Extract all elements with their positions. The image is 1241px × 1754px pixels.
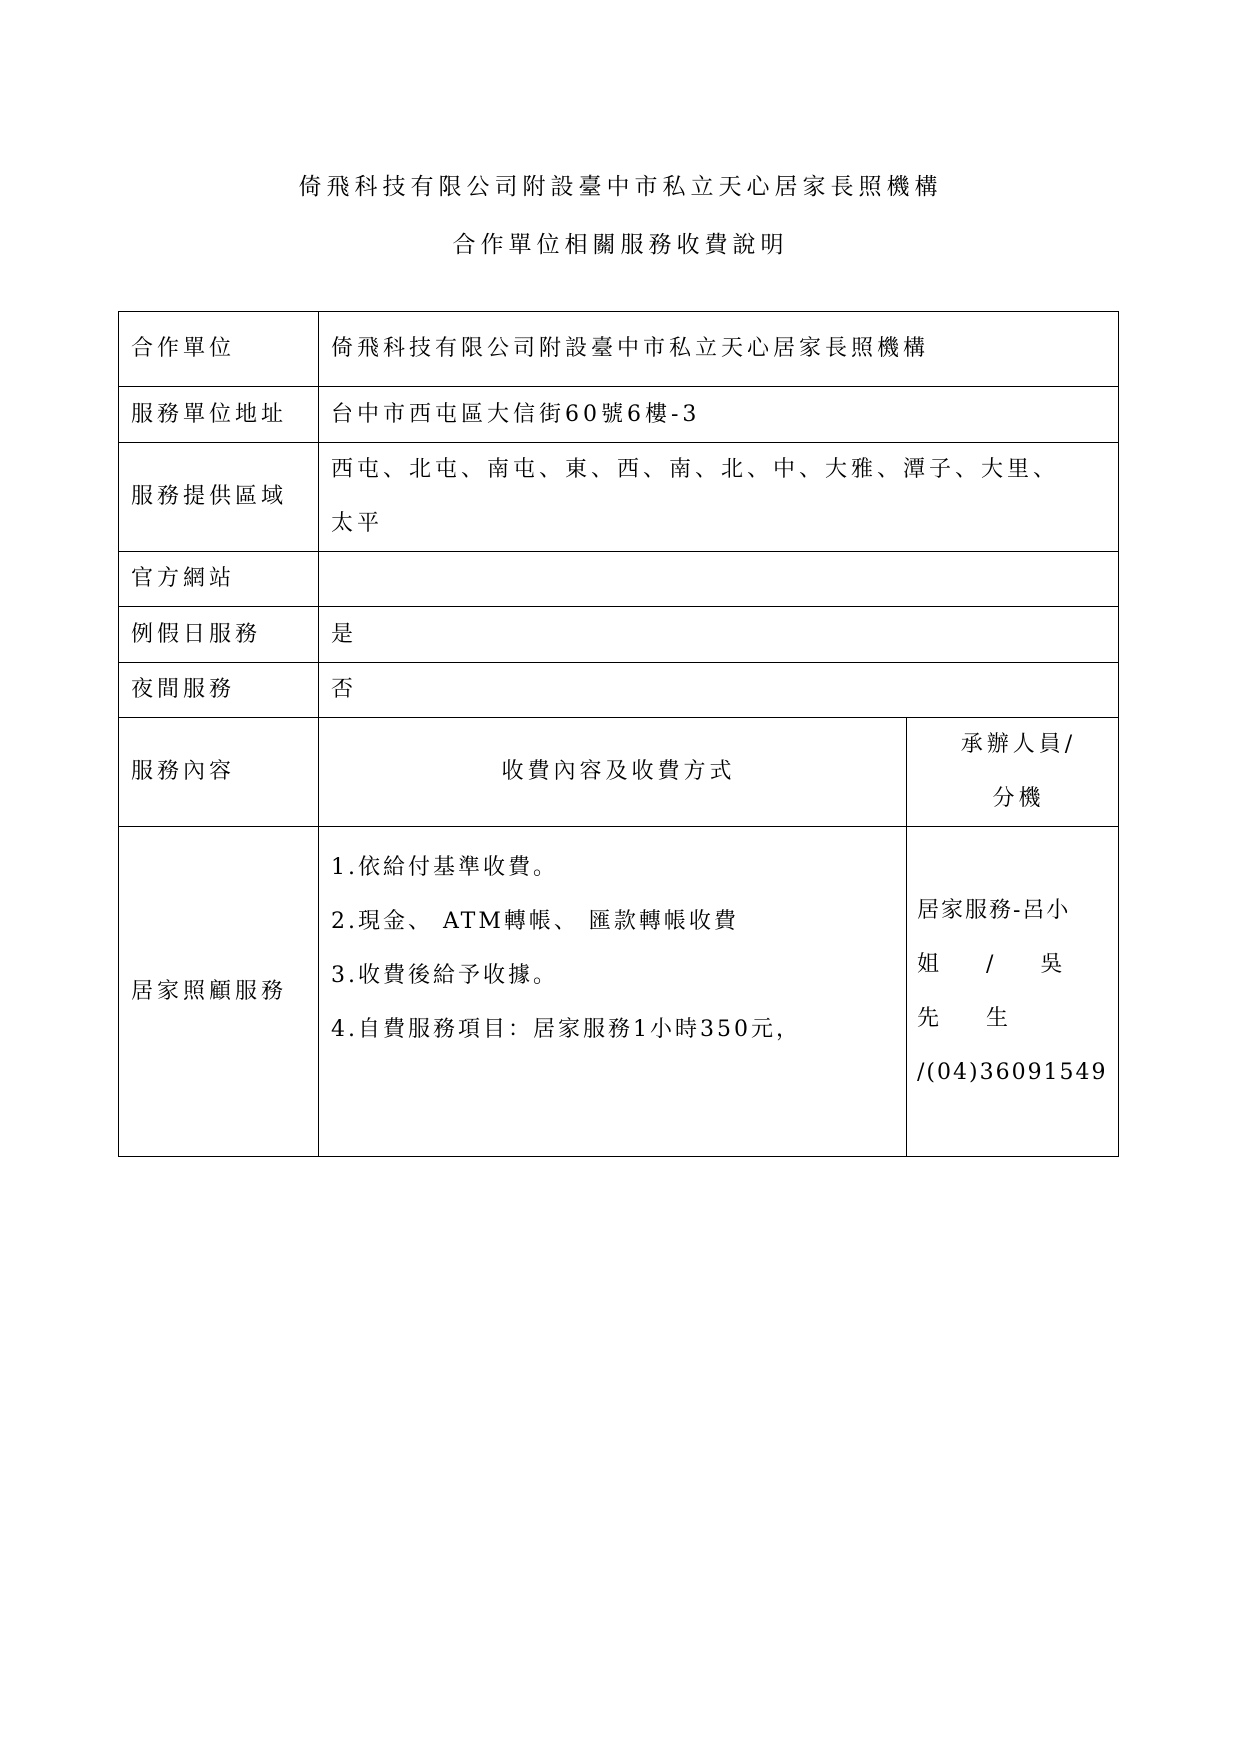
staff-header-line: 分機	[992, 786, 1045, 811]
fee-item: 4.自費服務項目：居家服務1小時350元，	[331, 1017, 801, 1042]
table-row	[119, 443, 1119, 552]
table-row	[119, 312, 1119, 387]
fee-item: 2.現金、 ATM轉帳、 匯款轉帳收費	[331, 909, 739, 934]
address-label: 服務單位地址	[119, 387, 319, 443]
contact-line: 姐 / 吳 先 生	[917, 951, 1083, 1031]
staff-header	[907, 718, 1119, 827]
contact-person	[907, 827, 1119, 1157]
website-label: 官方網站	[119, 552, 319, 607]
fee-item: 1.依給付基準收費。	[331, 855, 558, 880]
night-value: 否	[319, 663, 1119, 718]
holiday-label: 例假日服務	[119, 607, 319, 663]
partner-label: 合作單位	[119, 312, 319, 387]
table-row	[119, 607, 1119, 663]
document-subtitle: 合作單位相關服務收費說明	[452, 232, 789, 258]
holiday-value: 是	[319, 607, 1119, 663]
fee-items	[319, 827, 907, 1157]
service-info-table	[118, 311, 1119, 1157]
fee-item: 3.收費後給予收據。	[331, 963, 558, 988]
website-value	[319, 552, 1119, 607]
area-value-line: 太平	[331, 511, 384, 536]
staff-header-line: 承辦人員/	[960, 732, 1077, 757]
contact-line: /(04)36091549	[917, 1059, 1108, 1085]
fee-header: 收費內容及收費方式	[319, 718, 907, 827]
table-row	[119, 663, 1119, 718]
night-label: 夜間服務	[119, 663, 319, 718]
table-row	[119, 718, 1119, 827]
area-label: 服務提供區域	[119, 443, 319, 552]
table-row	[119, 827, 1119, 1157]
document-title: 倚飛科技有限公司附設臺中市私立天心居家長照機構	[298, 174, 943, 200]
contact-line: 居家服務-呂小	[917, 897, 1071, 923]
address-value: 台中市西屯區大信街60號6樓-3	[319, 387, 1119, 443]
area-value-line: 西屯、北屯、南屯、東、西、南、北、中、大雅、潭子、大里、	[331, 457, 1060, 482]
table-row	[119, 387, 1119, 443]
table-row	[119, 552, 1119, 607]
partner-value: 倚飛科技有限公司附設臺中市私立天心居家長照機構	[319, 312, 1119, 387]
area-value	[319, 443, 1119, 552]
service-header: 服務內容	[119, 718, 319, 827]
service-name: 居家照顧服務	[119, 827, 319, 1157]
